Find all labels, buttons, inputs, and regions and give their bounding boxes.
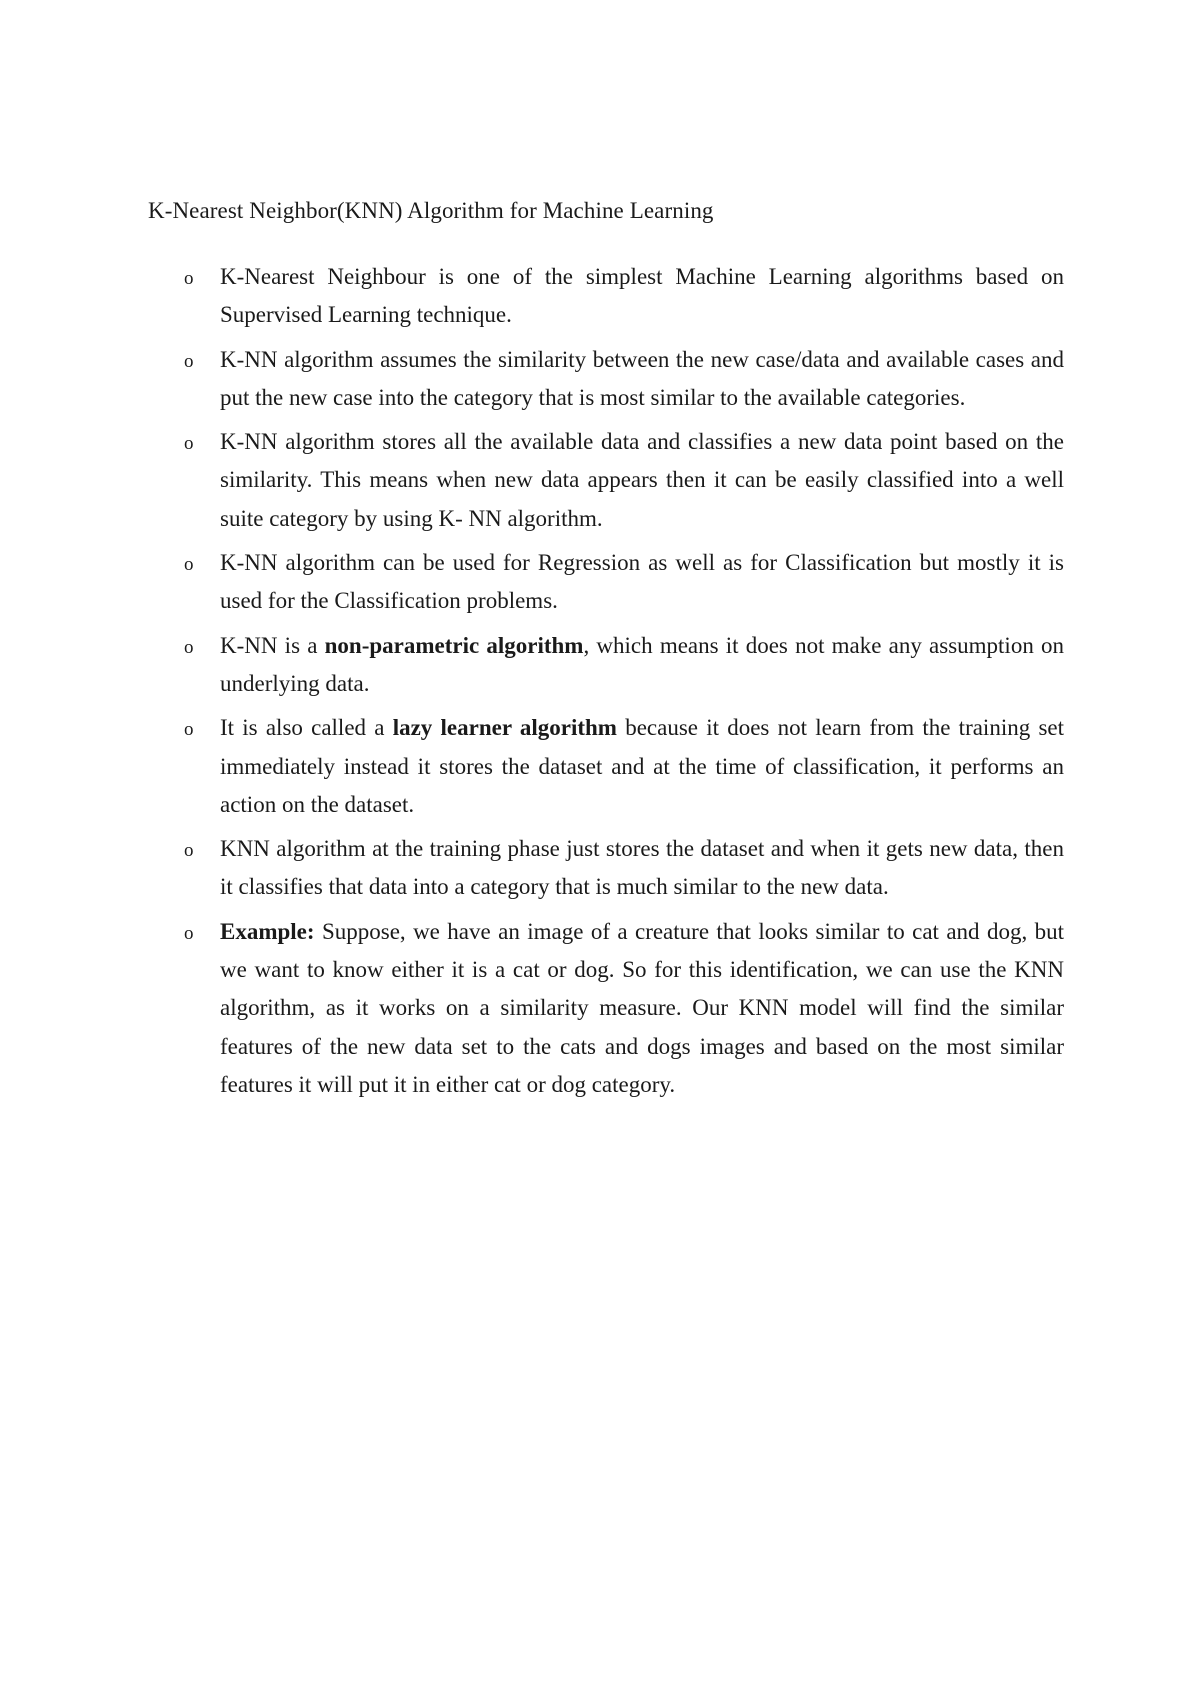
list-item <box>184 423 1064 538</box>
bullet-marker-icon: o <box>184 719 194 741</box>
list-item <box>184 709 1064 824</box>
list-item-text: , which means it does not make any assumption on underlying data. <box>220 632 1065 696</box>
document-title: K-Nearest Neighbor(KNN) Algorithm for Machine Learning <box>148 198 714 223</box>
bold-term: non-parametric algorithm <box>324 632 584 658</box>
bullet-marker-icon: o <box>184 554 194 576</box>
list-item-text: KNN algorithm at the training phase just stores the dataset and when it gets new data, then it classifies that data into a category that is much similar to the new data. <box>220 836 1064 900</box>
list-item <box>184 544 1064 621</box>
list-item-text: K-Nearest Neighbour is one of the simplest Machine Learning algorithms based on Supervised Learning technique. <box>220 264 1064 328</box>
list-item <box>184 258 1064 335</box>
list-item-text: because it does not learn from the training set immediately instead it stores the dataset and at the time of classification, it performs an action on the dataset. <box>220 715 1064 817</box>
bold-term: lazy learner algorithm <box>392 715 617 741</box>
list-item-text: K-NN algorithm assumes the similarity between the new case/data and available cases and put the new case into the category that is most similar to the available categories. <box>220 346 1064 410</box>
list-item <box>184 341 1064 418</box>
bullet-marker-icon: o <box>184 268 194 289</box>
list-item <box>184 913 1064 1104</box>
bold-term: Example: <box>220 918 315 944</box>
bullet-marker-icon: o <box>184 350 194 372</box>
list-item <box>184 627 1064 704</box>
list-item-text: Suppose, we have an image of a creature that looks similar to cat and dog, but we want to know either it is a cat or dog. So for this identification, we can use the KNN algorithm, as it works on a similarity measure. Our KNN model will find the similar features of the new data set to the cats and dogs images and based on the most similar features it will put it in either cat or dog category. <box>220 918 1064 1097</box>
bullet-marker-icon: o <box>184 840 194 862</box>
list-item-text: K-NN algorithm can be used for Regression as well as for Classification but mostly it is used for the Classification problems. <box>220 550 1064 614</box>
bullet-marker-icon: o <box>184 922 194 944</box>
list-item-text: K-NN is a <box>220 632 325 658</box>
bullet-marker-icon: o <box>184 433 194 455</box>
list-item-text: It is also called a <box>220 715 393 741</box>
list-item <box>184 830 1064 907</box>
bullet-marker-icon: o <box>184 636 194 658</box>
list-item-text: K-NN algorithm stores all the available data and classifies a new data point based on the similarity. This means when new data appears then it can be easily classified into a well suite category by using K- NN algorithm. <box>220 429 1064 531</box>
bullet-list <box>184 258 1064 1110</box>
